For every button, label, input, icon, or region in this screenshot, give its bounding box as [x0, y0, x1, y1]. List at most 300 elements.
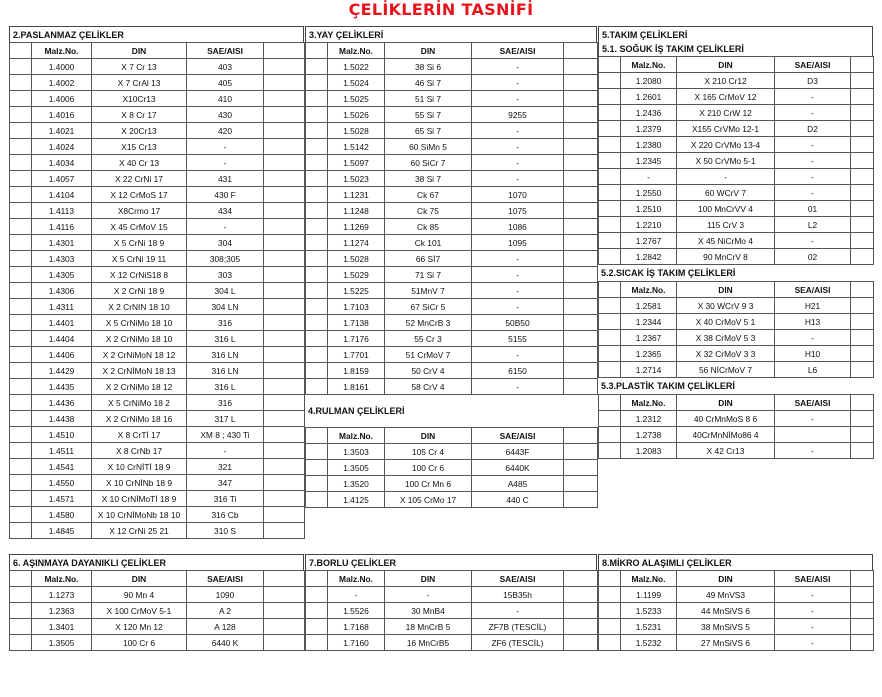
din-cell: X 2 CrNiMo 18 10: [92, 331, 187, 347]
subsection-title: 5.3.PLASTİK TAKIM ÇELİKLERİ: [601, 381, 735, 391]
din-cell: 60 SiMn 5: [385, 139, 472, 155]
row-marker-cell: [306, 635, 328, 651]
table-row: [10, 331, 305, 347]
sae-aisi-cell: 304 L: [187, 283, 264, 299]
din-cell: 27 MnSiVS 6: [677, 635, 775, 651]
din-cell: 30 MnB4: [385, 603, 472, 619]
table-header-row: [306, 428, 598, 444]
table-row: [306, 379, 598, 395]
din-cell: X 2 CrNİMoN 18 13: [92, 363, 187, 379]
malz-no-cell: 1.4002: [32, 75, 92, 91]
malz-no-cell: 1.1269: [328, 219, 385, 235]
table-row: [10, 187, 305, 203]
malz-no-cell: 1.4303: [32, 251, 92, 267]
table-yay: [305, 42, 598, 395]
sae-aisi-cell: 431: [187, 171, 264, 187]
din-cell: X 38 CrMoV 5 3: [677, 330, 775, 346]
malz-no-cell: 1.2367: [621, 330, 677, 346]
row-marker-cell: [306, 91, 328, 107]
notes-cell: [264, 235, 305, 251]
notes-cell: [564, 571, 598, 587]
row-marker-cell: [306, 187, 328, 203]
din-cell: X 12 CrNiS18 8: [92, 267, 187, 283]
notes-cell: [851, 395, 874, 411]
malz-no-cell: 1.1231: [328, 187, 385, 203]
row-marker-cell: [10, 299, 32, 315]
column-header: SAE/AISI: [775, 571, 851, 587]
sae-aisi-cell: -: [775, 411, 851, 427]
notes-cell: [564, 587, 598, 603]
malz-no-cell: 1.2210: [621, 217, 677, 233]
malz-no-cell: 1.5029: [328, 267, 385, 283]
row-marker-cell: [306, 139, 328, 155]
malz-no-cell: 1.5142: [328, 139, 385, 155]
row-marker-cell: [10, 603, 32, 619]
table-row: [306, 347, 598, 363]
row-marker-cell: [599, 411, 621, 427]
malz-no-cell: 1.3503: [328, 444, 385, 460]
malz-no-cell: 1.5231: [621, 619, 677, 635]
table-row: [10, 475, 305, 491]
column-header: DIN: [385, 428, 472, 444]
notes-cell: [264, 363, 305, 379]
sae-aisi-cell: 1095: [472, 235, 564, 251]
notes-cell: [851, 427, 874, 443]
malz-no-cell: 1.4034: [32, 155, 92, 171]
row-marker-cell: [10, 347, 32, 363]
notes-cell: [564, 299, 598, 315]
row-marker-cell: [599, 427, 621, 443]
table-row: [10, 587, 305, 603]
notes-cell: [264, 123, 305, 139]
din-cell: Ck 85: [385, 219, 472, 235]
sae-aisi-cell: -: [472, 59, 564, 75]
malz-no-cell: 1.2365: [621, 346, 677, 362]
table-row: [10, 379, 305, 395]
notes-cell: [851, 282, 874, 298]
sae-aisi-cell: -: [472, 299, 564, 315]
malz-no-cell: 1.1248: [328, 203, 385, 219]
table-header-row: [10, 43, 305, 59]
din-cell: X 7 Cr 13: [92, 59, 187, 75]
notes-cell: [264, 91, 305, 107]
malz-no-cell: 1.7701: [328, 347, 385, 363]
sae-aisi-cell: H13: [775, 314, 851, 330]
row-marker-cell: [10, 571, 32, 587]
column-header: SAE/AISI: [472, 428, 564, 444]
table-row: [306, 476, 598, 492]
table-row: [10, 315, 305, 331]
table-row: [599, 411, 874, 427]
table-row: [599, 619, 874, 635]
notes-cell: [264, 523, 305, 539]
sae-aisi-cell: -: [775, 330, 851, 346]
malz-no-cell: 1.3505: [32, 635, 92, 651]
notes-cell: [564, 331, 598, 347]
table-row: [306, 251, 598, 267]
section-asinma: [9, 554, 304, 651]
notes-cell: [264, 43, 305, 59]
sae-aisi-cell: -: [775, 185, 851, 201]
din-cell: X 42 Cr13: [677, 443, 775, 459]
notes-cell: [851, 121, 874, 137]
sae-aisi-cell: ZF7B (TESCİL): [472, 619, 564, 635]
malz-no-cell: 1.4845: [32, 523, 92, 539]
malz-no-cell: 1.4511: [32, 443, 92, 459]
din-cell: 90 Mn 4: [92, 587, 187, 603]
din-cell: X 10 CrNİMoTİ 18 9: [92, 491, 187, 507]
row-marker-cell: [599, 443, 621, 459]
table-row: [306, 587, 598, 603]
table-mikro: [598, 570, 874, 651]
notes-cell: [564, 43, 598, 59]
sae-aisi-cell: 1090: [187, 587, 264, 603]
table-row: [306, 619, 598, 635]
din-cell: 90 MnCrV 8: [677, 249, 775, 265]
malz-no-cell: 1.2083: [621, 443, 677, 459]
malz-no-cell: 1.5023: [328, 171, 385, 187]
malz-no-cell: 1.7176: [328, 331, 385, 347]
table-row: [306, 315, 598, 331]
table-row: [306, 203, 598, 219]
row-marker-cell: [10, 187, 32, 203]
din-cell: X 8 Cr 17: [92, 107, 187, 123]
sae-aisi-cell: -: [472, 91, 564, 107]
notes-cell: [264, 507, 305, 523]
sae-aisi-cell: 6440K: [472, 460, 564, 476]
din-cell: 52 MnCrB 3: [385, 315, 472, 331]
notes-cell: [264, 571, 305, 587]
notes-cell: [564, 267, 598, 283]
table-header-row: [599, 395, 874, 411]
table-row: [306, 363, 598, 379]
malz-no-cell: 1.4306: [32, 283, 92, 299]
row-marker-cell: [10, 379, 32, 395]
din-cell: 65 Si 7: [385, 123, 472, 139]
row-marker-cell: [599, 201, 621, 217]
row-marker-cell: [10, 59, 32, 75]
din-cell: 40 CrMnMoS 8 6: [677, 411, 775, 427]
row-marker-cell: [306, 476, 328, 492]
sae-aisi-cell: -: [472, 267, 564, 283]
table-row: [599, 121, 874, 137]
notes-cell: [564, 635, 598, 651]
malz-no-cell: 1.4006: [32, 91, 92, 107]
malz-no-cell: 1.8159: [328, 363, 385, 379]
notes-cell: [851, 201, 874, 217]
notes-cell: [264, 315, 305, 331]
row-marker-cell: [599, 233, 621, 249]
table-row: [599, 73, 874, 89]
notes-cell: [564, 428, 598, 444]
table-row: [10, 459, 305, 475]
table-row: [10, 411, 305, 427]
din-cell: X 8 CrTİ 17: [92, 427, 187, 443]
sae-aisi-cell: 316 Ti: [187, 491, 264, 507]
column-header: Malz.No.: [328, 43, 385, 59]
notes-cell: [564, 603, 598, 619]
row-marker-cell: [599, 185, 621, 201]
din-cell: -: [677, 169, 775, 185]
table-row: [10, 203, 305, 219]
row-marker-cell: [599, 249, 621, 265]
din-cell: 71 Si 7: [385, 267, 472, 283]
malz-no-cell: 1.1274: [328, 235, 385, 251]
table-row: [599, 153, 874, 169]
malz-no-cell: -: [328, 587, 385, 603]
din-cell: X 22 CrNi 17: [92, 171, 187, 187]
sae-aisi-cell: 317 L: [187, 411, 264, 427]
column-header: DIN: [92, 43, 187, 59]
notes-cell: [264, 619, 305, 635]
table-row: [599, 249, 874, 265]
notes-cell: [851, 619, 874, 635]
din-cell: 100 Cr Mn 6: [385, 476, 472, 492]
sae-aisi-cell: H21: [775, 298, 851, 314]
din-cell: 55 Si 7: [385, 107, 472, 123]
row-marker-cell: [306, 347, 328, 363]
malz-no-cell: 1.1199: [621, 587, 677, 603]
sae-aisi-cell: 430 F: [187, 187, 264, 203]
malz-no-cell: 1.4024: [32, 139, 92, 155]
sae-aisi-cell: -: [775, 603, 851, 619]
notes-cell: [564, 476, 598, 492]
notes-cell: [264, 187, 305, 203]
row-marker-cell: [599, 89, 621, 105]
column-header: Malz.No.: [32, 43, 92, 59]
notes-cell: [264, 459, 305, 475]
sae-aisi-cell: 316 LN: [187, 347, 264, 363]
section-title: 7.BORLU ÇELİKLER: [305, 554, 597, 570]
row-marker-cell: [599, 635, 621, 651]
table-row: [306, 59, 598, 75]
row-marker-cell: [599, 571, 621, 587]
malz-no-cell: 1.2767: [621, 233, 677, 249]
table-row: [10, 507, 305, 523]
malz-no-cell: 1.4401: [32, 315, 92, 331]
sae-aisi-cell: 430: [187, 107, 264, 123]
din-cell: X 45 NiCrMo 4: [677, 233, 775, 249]
sae-aisi-cell: XM 8 ; 430 Ti: [187, 427, 264, 443]
din-cell: X 210 Cr12: [677, 73, 775, 89]
sae-aisi-cell: -: [775, 587, 851, 603]
table-row: [599, 185, 874, 201]
subsection-title: 5.1. SOĞUK İŞ TAKIM ÇELİKLERİ: [598, 42, 873, 56]
table-row: [10, 619, 305, 635]
din-cell: X 12 CrMoS 17: [92, 187, 187, 203]
row-marker-cell: [306, 155, 328, 171]
notes-cell: [564, 59, 598, 75]
malz-no-cell: 1.2436: [621, 105, 677, 121]
sae-aisi-cell: -: [472, 123, 564, 139]
row-marker-cell: [306, 571, 328, 587]
malz-no-cell: 1.2345: [621, 153, 677, 169]
table-row: [599, 362, 874, 378]
row-marker-cell: [10, 331, 32, 347]
table-row: [306, 75, 598, 91]
notes-cell: [264, 427, 305, 443]
row-marker-cell: [10, 123, 32, 139]
malz-no-cell: 1.3401: [32, 619, 92, 635]
din-cell: 56 NİCrMoV 7: [677, 362, 775, 378]
section-mikro: [598, 554, 873, 651]
column-header: DIN: [677, 571, 775, 587]
row-marker-cell: [306, 603, 328, 619]
row-marker-cell: [306, 299, 328, 315]
table-row: [599, 137, 874, 153]
row-marker-cell: [306, 123, 328, 139]
sae-aisi-cell: -: [775, 619, 851, 635]
din-cell: X 45 CrMoV 15: [92, 219, 187, 235]
table-row: [306, 331, 598, 347]
din-cell: X 10 CrNİTİ 18 9: [92, 459, 187, 475]
table-row: [306, 267, 598, 283]
row-marker-cell: [10, 251, 32, 267]
notes-cell: [564, 379, 598, 395]
row-marker-cell: [10, 219, 32, 235]
din-cell: X 10 CrNİMoNb 18 10: [92, 507, 187, 523]
notes-cell: [264, 491, 305, 507]
row-marker-cell: [599, 619, 621, 635]
din-cell: 18 MnCrB 5: [385, 619, 472, 635]
table-header-row: [599, 282, 874, 298]
malz-no-cell: 1.4116: [32, 219, 92, 235]
table-row: [10, 347, 305, 363]
notes-cell: [264, 171, 305, 187]
din-cell: X 50 CrVMo 5-1: [677, 153, 775, 169]
malz-no-cell: -: [621, 169, 677, 185]
row-marker-cell: [10, 75, 32, 91]
sae-aisi-cell: -: [472, 155, 564, 171]
notes-cell: [564, 123, 598, 139]
sae-aisi-cell: 316: [187, 315, 264, 331]
table-row: [10, 123, 305, 139]
din-cell: 51 Si 7: [385, 91, 472, 107]
subsection-title: 5.2.SICAK İŞ TAKIM ÇELİKLERİ: [601, 268, 736, 278]
din-cell: X 5 CrNi 19 11: [92, 251, 187, 267]
section-borlu: [305, 554, 597, 651]
malz-no-cell: 1.2601: [621, 89, 677, 105]
din-cell: 38 MnSiVS 5: [677, 619, 775, 635]
din-cell: 105 Cr 4: [385, 444, 472, 460]
notes-cell: [264, 635, 305, 651]
table-sicak: [598, 281, 874, 378]
notes-cell: [564, 251, 598, 267]
table-row: [10, 251, 305, 267]
notes-cell: [264, 443, 305, 459]
notes-cell: [851, 105, 874, 121]
sae-aisi-cell: 1075: [472, 203, 564, 219]
din-cell: 100 Cr 6: [385, 460, 472, 476]
malz-no-cell: 1.4104: [32, 187, 92, 203]
malz-no-cell: 1.2550: [621, 185, 677, 201]
row-marker-cell: [10, 475, 32, 491]
row-marker-cell: [10, 587, 32, 603]
table-row: [10, 171, 305, 187]
sae-aisi-cell: 304 LN: [187, 299, 264, 315]
din-cell: X 2 CrNIN 18 10: [92, 299, 187, 315]
table-row: [10, 635, 305, 651]
sae-aisi-cell: ZF6 (TESCİL): [472, 635, 564, 651]
row-marker-cell: [10, 491, 32, 507]
row-marker-cell: [306, 251, 328, 267]
table-row: [599, 233, 874, 249]
table-row: [599, 169, 874, 185]
notes-cell: [264, 587, 305, 603]
row-marker-cell: [10, 619, 32, 635]
din-cell: 44 MnSiVS 6: [677, 603, 775, 619]
malz-no-cell: 1.2080: [621, 73, 677, 89]
column-header: DIN: [92, 571, 187, 587]
notes-cell: [564, 444, 598, 460]
sae-aisi-cell: -: [472, 139, 564, 155]
table-row: [306, 492, 598, 508]
sae-aisi-cell: 310 S: [187, 523, 264, 539]
column-header: Malz.No.: [621, 57, 677, 73]
row-marker-cell: [10, 203, 32, 219]
table-soguk: [598, 56, 874, 265]
table-row: [306, 91, 598, 107]
notes-cell: [564, 171, 598, 187]
din-cell: X 2 CrNiMo 18 12: [92, 379, 187, 395]
sae-aisi-cell: -: [472, 603, 564, 619]
table-row: [10, 139, 305, 155]
din-cell: X 40 Cr 13: [92, 155, 187, 171]
din-cell: X10Cr13: [92, 91, 187, 107]
sae-aisi-cell: 02: [775, 249, 851, 265]
table-row: [599, 330, 874, 346]
din-cell: X 120 Mn 12: [92, 619, 187, 635]
notes-cell: [851, 249, 874, 265]
sae-aisi-cell: 6440 K: [187, 635, 264, 651]
table-row: [599, 346, 874, 362]
malz-no-cell: 1.4436: [32, 395, 92, 411]
sae-aisi-cell: L6: [775, 362, 851, 378]
din-cell: 55 Cr 3: [385, 331, 472, 347]
sae-aisi-cell: 316 L: [187, 379, 264, 395]
column-header: SAE/AISI: [775, 57, 851, 73]
malz-no-cell: 1.3520: [328, 476, 385, 492]
sae-aisi-cell: [775, 427, 851, 443]
row-marker-cell: [306, 219, 328, 235]
row-marker-cell: [10, 411, 32, 427]
malz-no-cell: 1.5026: [328, 107, 385, 123]
sae-aisi-cell: 316 Cb: [187, 507, 264, 523]
malz-no-cell: 1.7160: [328, 635, 385, 651]
column-header: SAE/AISI: [472, 571, 564, 587]
notes-cell: [564, 107, 598, 123]
table-row: [10, 363, 305, 379]
column-header: Malz.No.: [621, 282, 677, 298]
notes-cell: [264, 475, 305, 491]
row-marker-cell: [306, 444, 328, 460]
row-marker-cell: [599, 73, 621, 89]
malz-no-cell: 1.8161: [328, 379, 385, 395]
din-cell: X 5 CrNi 18 9: [92, 235, 187, 251]
malz-no-cell: 1.4435: [32, 379, 92, 395]
notes-cell: [851, 443, 874, 459]
sae-aisi-cell: 6443F: [472, 444, 564, 460]
sae-aisi-cell: H10: [775, 346, 851, 362]
din-cell: 40CrMnNİMo86 4: [677, 427, 775, 443]
table-row: [306, 235, 598, 251]
sae-aisi-cell: L2: [775, 217, 851, 233]
notes-cell: [264, 395, 305, 411]
sae-aisi-cell: -: [775, 635, 851, 651]
notes-cell: [851, 346, 874, 362]
row-marker-cell: [599, 282, 621, 298]
notes-cell: [851, 137, 874, 153]
